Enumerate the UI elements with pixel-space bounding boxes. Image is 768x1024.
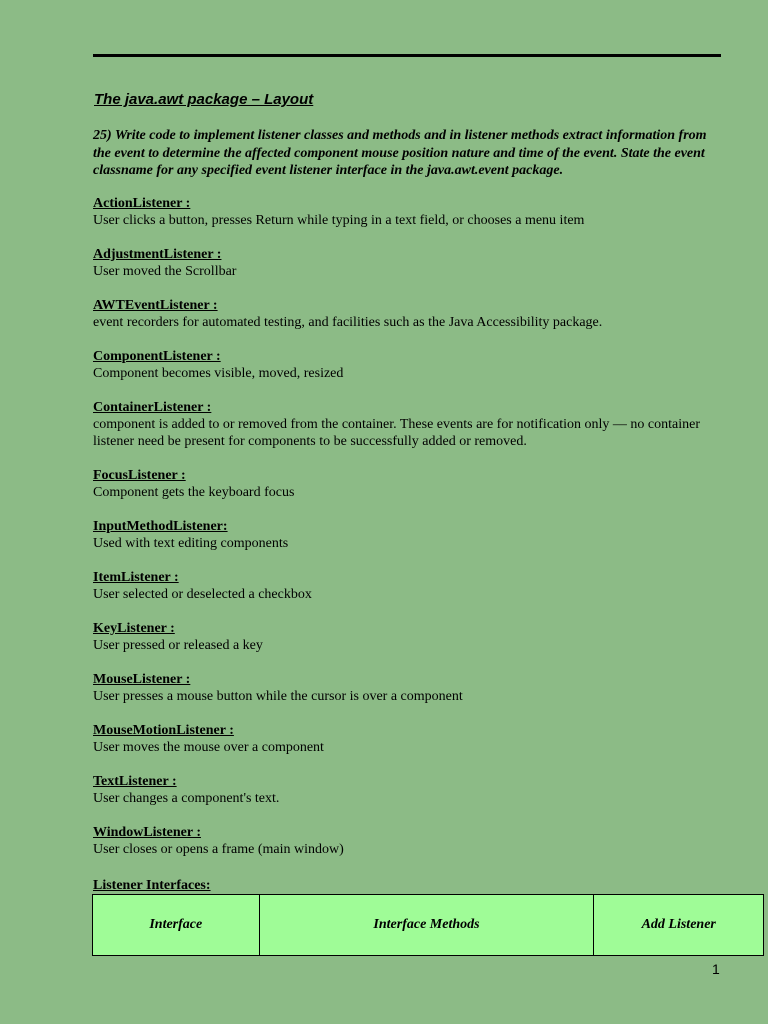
table-header-interface-methods: Interface Methods	[259, 895, 594, 956]
listener-entry-awtevent	[93, 297, 723, 331]
listener-entry-inputmethod	[93, 518, 723, 552]
listener-description: User moved the Scrollbar	[93, 264, 237, 279]
page-number: 1	[712, 961, 720, 977]
listener-name: ActionListener :	[93, 196, 191, 211]
listener-name: ContainerListener :	[93, 400, 212, 415]
listener-description: component is added to or removed from the container. These events are for notification only –– no container listener need be present for components to be successfully added or removed.	[93, 417, 700, 449]
listener-name: FocusListener :	[93, 468, 186, 483]
page-title: The java.awt package – Layout	[94, 91, 314, 108]
listener-name: WindowListener :	[93, 825, 201, 840]
listener-entry-window	[93, 824, 723, 858]
listener-description: User closes or opens a frame (main window)	[93, 842, 344, 857]
table-header-add-listener: Add Listener	[594, 895, 764, 956]
listener-entry-action	[93, 195, 723, 229]
listener-name: ItemListener :	[93, 570, 179, 585]
listener-description: User clicks a button, presses Return while typing in a text field, or chooses a menu item	[93, 213, 585, 228]
listener-description: Component gets the keyboard focus	[93, 485, 295, 500]
listener-description: Component becomes visible, moved, resized	[93, 366, 344, 381]
listener-name: MouseListener :	[93, 672, 191, 687]
listener-list	[93, 195, 723, 875]
listener-name: MouseMotionListener :	[93, 723, 234, 738]
listener-entry-mouse	[93, 671, 723, 705]
listener-name: InputMethodListener:	[93, 519, 228, 534]
listener-name: AWTEventListener :	[93, 298, 218, 313]
table-heading: Listener Interfaces:	[93, 878, 211, 893]
listener-entry-adjustment	[93, 246, 723, 280]
listener-entry-text	[93, 773, 723, 807]
listener-entry-item	[93, 569, 723, 603]
listener-description: event recorders for automated testing, and facilities such as the Java Accessibility package.	[93, 315, 603, 330]
listener-entry-container	[93, 399, 723, 450]
listener-interfaces-table	[92, 894, 764, 956]
listener-description: Used with text editing components	[93, 536, 289, 551]
listener-entry-focus	[93, 467, 723, 501]
listener-name: TextListener :	[93, 774, 177, 789]
listener-description: User selected or deselected a checkbox	[93, 587, 312, 602]
listener-entry-mousemotion	[93, 722, 723, 756]
table-header-interface: Interface	[93, 895, 260, 956]
top-horizontal-rule	[93, 54, 721, 57]
listener-description: User pressed or released a key	[93, 638, 263, 653]
listener-name: KeyListener :	[93, 621, 175, 636]
listener-entry-component	[93, 348, 723, 382]
listener-description: User changes a component's text.	[93, 791, 280, 806]
listener-entry-key	[93, 620, 723, 654]
listener-description: User moves the mouse over a component	[93, 740, 324, 755]
listener-description: User presses a mouse button while the cursor is over a component	[93, 689, 463, 704]
listener-name: AdjustmentListener :	[93, 247, 222, 262]
question-text: 25) Write code to implement listener classes and methods and in listener methods extract information from the event to determine the affected component mouse position nature and time of the event. State the event classname for any specified event listener interface in the java.awt.event package.	[93, 128, 707, 178]
table-header-row	[93, 895, 764, 956]
listener-name: ComponentListener :	[93, 349, 221, 364]
